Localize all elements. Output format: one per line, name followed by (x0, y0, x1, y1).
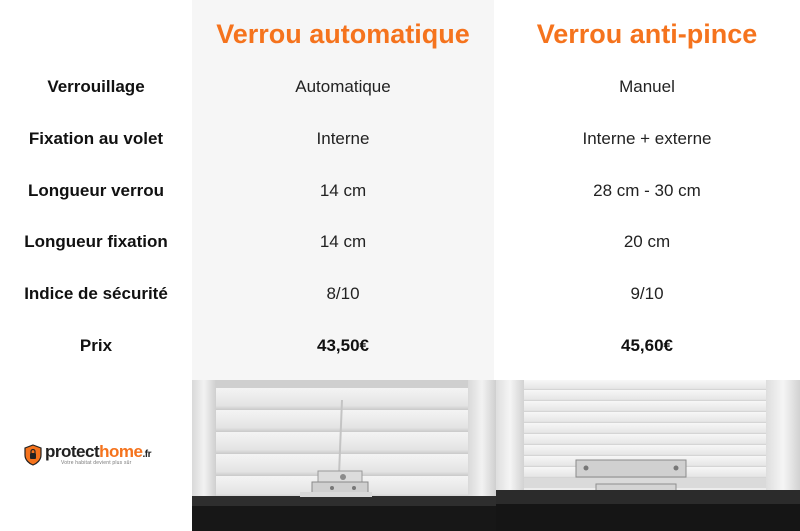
logo-tagline: Votre habitat devient plus sûr (61, 460, 132, 466)
row-label: Indice de sécurité (24, 284, 168, 303)
price-automatic: 43,50€ (317, 336, 369, 355)
row-value-anti-pinch: Manuel (619, 77, 675, 96)
column-header-anti-pinch-lock: Verrou anti-pince (536, 19, 758, 49)
row-value-anti-pinch: Interne + externe (582, 129, 712, 148)
row-value-automatic: Automatique (295, 77, 391, 96)
row-value-automatic: Interne (316, 129, 370, 148)
roller-shutter-auto-lock-photo (192, 380, 496, 531)
row-label: Fixation au volet (28, 129, 164, 148)
table-row-price (0, 326, 800, 366)
table-row (0, 67, 800, 107)
table-row (0, 171, 800, 211)
protecthome-logo (24, 440, 184, 470)
row-value-anti-pinch: 9/10 (630, 284, 664, 303)
roller-shutter-anti-pinch-lock-photo (496, 380, 800, 531)
logo-wordmark: protecthome.fr (45, 442, 151, 461)
row-value-anti-pinch: 20 cm (623, 232, 671, 251)
table-row (0, 222, 800, 262)
row-value-anti-pinch: 28 cm - 30 cm (593, 181, 701, 200)
price-anti-pinch: 45,60€ (621, 336, 673, 355)
row-value-automatic: 8/10 (326, 284, 360, 303)
column-header-automatic-lock: Verrou automatique (216, 19, 470, 49)
shield-icon (24, 444, 42, 466)
row-value-automatic: 14 cm (319, 232, 367, 251)
table-row (0, 274, 800, 314)
row-label: Longueur fixation (24, 232, 168, 251)
row-value-automatic: 14 cm (319, 181, 367, 200)
row-label: Prix (79, 336, 113, 355)
table-row (0, 119, 800, 159)
row-label: Verrouillage (47, 77, 145, 96)
row-label: Longueur verrou (27, 181, 164, 200)
